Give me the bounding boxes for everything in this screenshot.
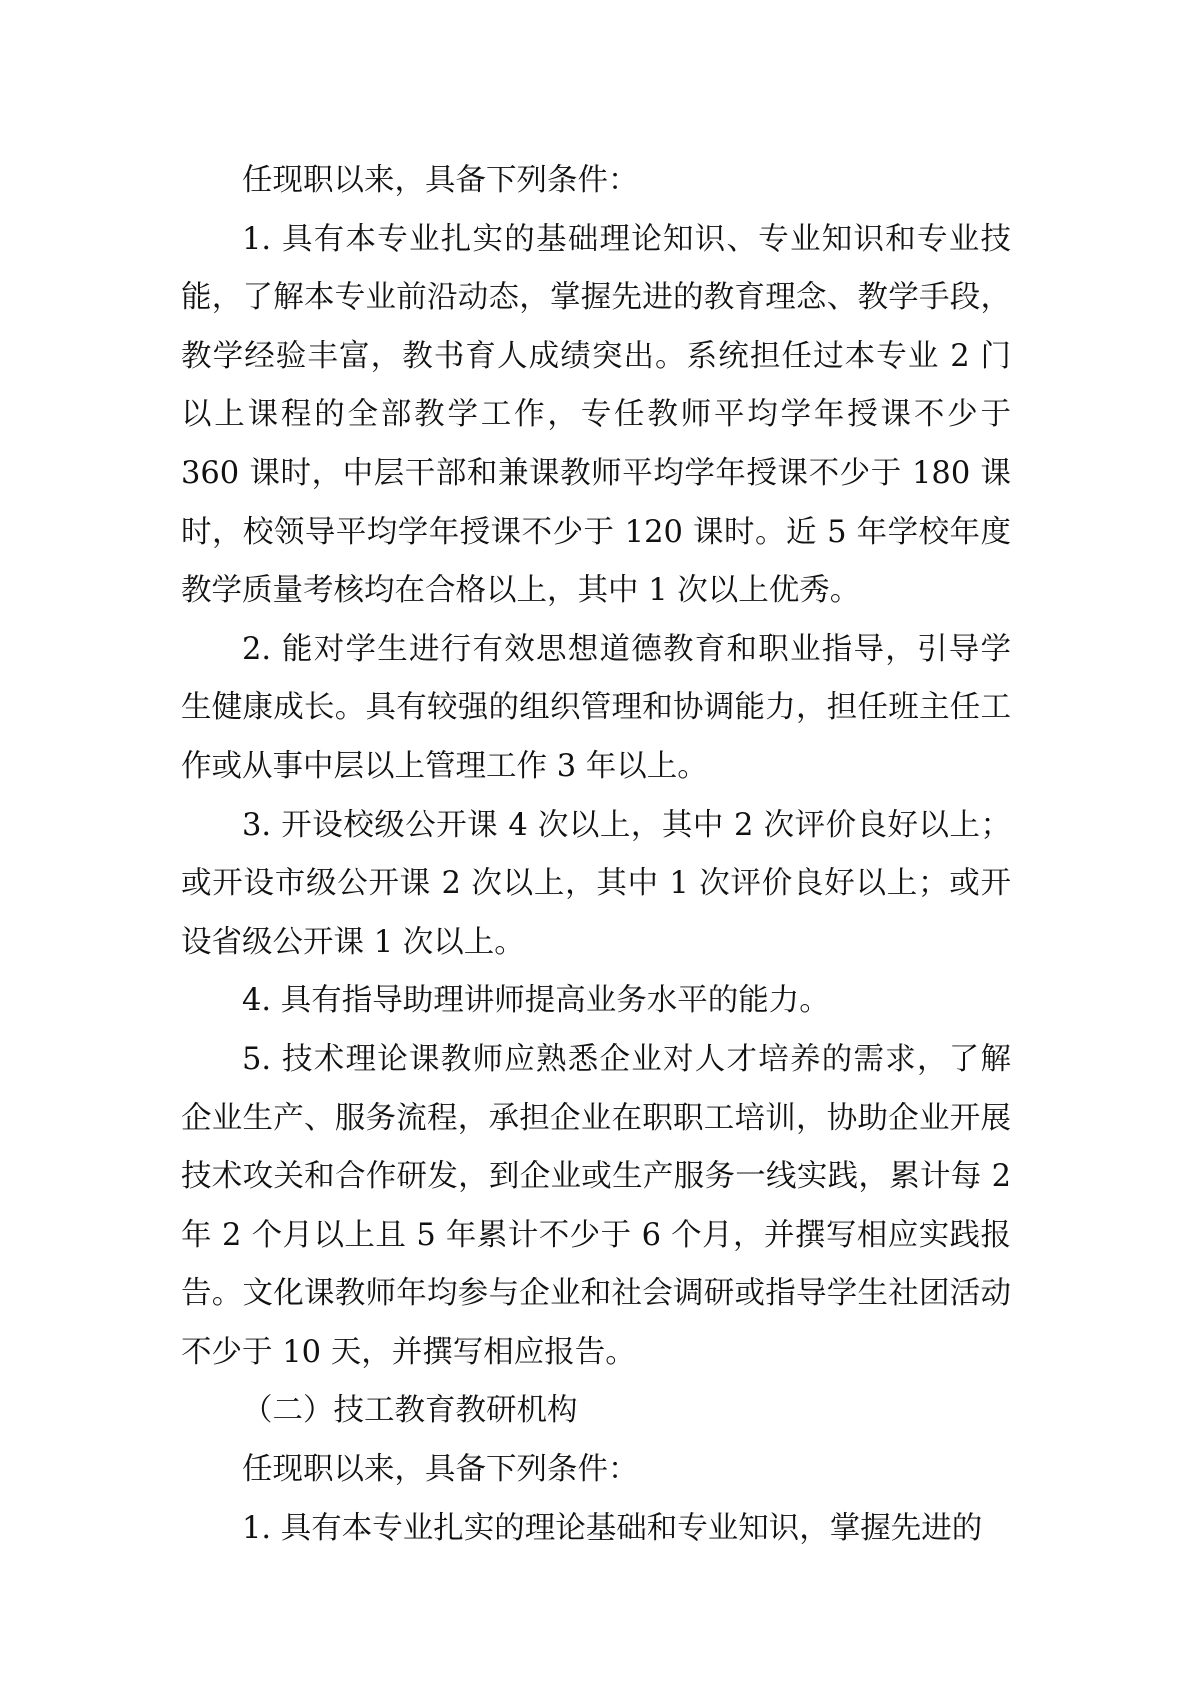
paragraph-item-5: 5. 技术理论课教师应熟悉企业对人才培养的需求，了解企业生产、服务流程，承担企业在职职工培训，协助企业开展技术攻关和合作研发，到企业或生产服务一线实践，累计每 2 年 2 个月以上且 5 年累计不少于 6 个月，并撰写相应实践报告。文化课教师年均参与企业和社会调研或指导学生社团活动不少于 10 天，并撰写相应报告。: [181, 1041, 1011, 1370]
paragraph-item-1: 1. 具有本专业扎实的基础理论知识、专业知识和专业技能，了解本专业前沿动态，掌握先进的教育理念、教学手段，教学经验丰富，教书育人成绩突出。系统担任过本专业 2 门以上课程的全部教学工作，专任教师平均学年授课不少于 360 课时，中层干部和兼课教师平均学年授课不少于 180 课时，校领导平均学年授课不少于 120 课时。近 5 年学校年度教学质量考核均在合格以上，其中 1 次以上优秀。: [181, 221, 1011, 609]
section-heading: （二）技工教育教研机构: [242, 1393, 578, 1429]
paragraph-item-1-research: 1. 具有本专业扎实的理论基础和专业知识，掌握先进的: [242, 1510, 983, 1546]
paragraph-item-4: 4. 具有指导助理讲师提高业务水平的能力。: [242, 983, 830, 1019]
paragraph-conditions-intro: 任现职以来，具备下列条件：: [242, 163, 639, 198]
paragraph-item-2: 2. 能对学生进行有效思想道德教育和职业指导，引导学生健康成长。具有较强的组织管理和协调能力，担任班主任工作或从事中层以上管理工作 3 年以上。: [181, 631, 1011, 784]
document-page: [181, 152, 1011, 1558]
paragraph-item-3: 3. 开设校级公开课 4 次以上，其中 2 次评价良好以上；或开设市级公开课 2 次以上，其中 1 次评价良好以上；或开设省级公开课 1 次以上。: [181, 807, 1011, 960]
paragraph-conditions-intro-2: 任现职以来，具备下列条件：: [242, 1452, 639, 1488]
